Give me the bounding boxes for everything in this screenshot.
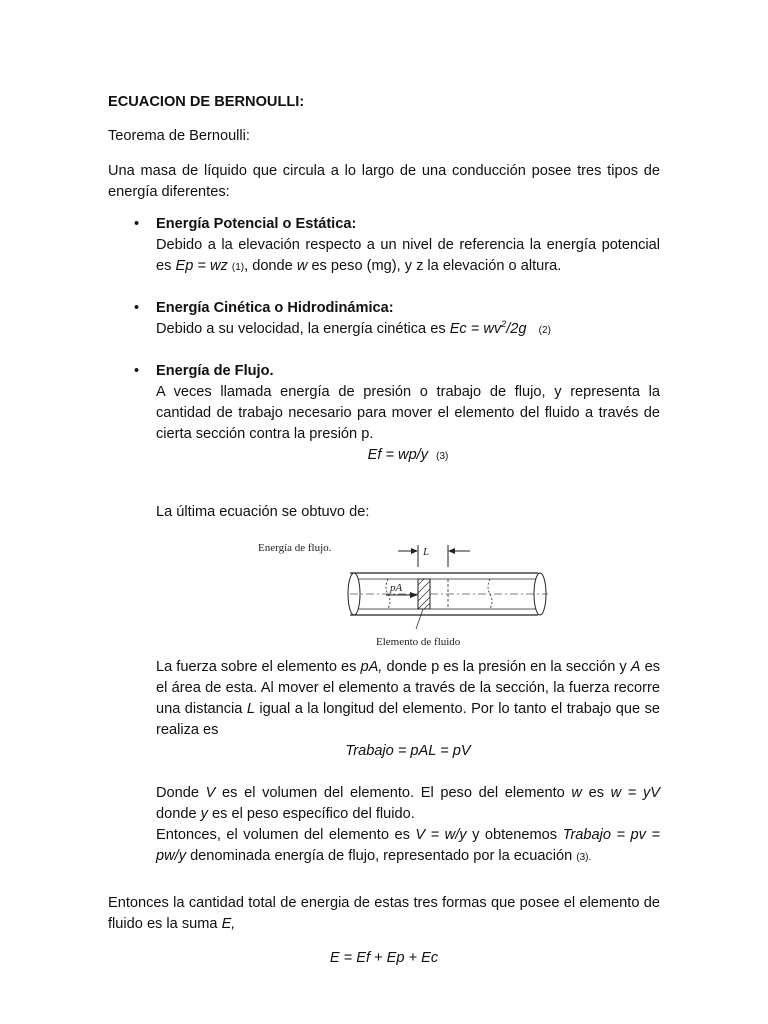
section-subtitle: Teorema de Bernoulli: <box>108 128 250 144</box>
flow-energy-figure <box>258 537 578 649</box>
force-arrowhead-icon <box>410 592 418 598</box>
bullet-dot-icon: • <box>134 363 140 379</box>
bullet-kinetic-energy <box>108 298 660 341</box>
arrowhead-icon <box>411 548 418 554</box>
bullet-body: A veces llamada energía de presión o trabajo de flujo, y representa la cantidad de trabajo necesario para mover el elemento del fluido a través de cierta sección contra la presión p. <box>156 384 660 442</box>
arrowhead-icon <box>448 548 455 554</box>
bullet-body: Debido a la elevación respecto a un nivel de referencia la energía potencial es Ep = wz (1), donde w es peso (mg), y z la elevación o altura. <box>156 237 660 274</box>
bullet-dot-icon: • <box>134 300 140 316</box>
formula-ef: Ef = wp/y (3) <box>367 447 449 463</box>
formula-trabajo: Trabajo = pAL = pV <box>345 743 471 759</box>
volume-paragraph: Donde V es el volumen del elemento. El peso del elemento w es w = yV donde y es el peso específico del fluido. <box>156 785 660 822</box>
pipe-diagram <box>258 537 578 649</box>
formula-total-energy: E = Ef + Ep + Ec <box>329 950 439 966</box>
bullet-flow-energy <box>108 361 660 467</box>
force-paragraph: La fuerza sobre el elemento es pA, donde p es la presión en la sección y A es el área de esta. Al mover el elemento a través de la sección, la fuerza recorre una distancia L igual a la longitud del elemento. Por lo tanto el trabajo que se realiza es <box>156 659 660 738</box>
figure-label-pA: pA <box>390 582 403 594</box>
bullet-potential-energy <box>108 214 660 278</box>
figure-label-bottom: Elemento de fluido <box>376 636 461 648</box>
figure-label-L: L <box>423 546 430 558</box>
bullet-body: Debido a su velocidad, la energía cinética es $Ec = wv^2/2g$ (2) <box>156 319 551 337</box>
derivation-intro: La última ecuación se obtuvo de: <box>156 504 370 520</box>
bullet-heading: Energía Potencial o Estática: <box>156 216 357 232</box>
flow-energy-paragraph: Entonces, el volumen del elemento es V = w/y y obtenemos Trabajo = pv = pw/y denominada energía de flujo, representado por la ecuación (3). <box>156 827 660 864</box>
label-leader-line <box>416 609 423 629</box>
bullet-dot-icon: • <box>134 216 140 232</box>
intro-paragraph: Una masa de líquido que circula a lo largo de una conducción posee tres tipos de energía diferentes: <box>108 163 660 200</box>
figure-label-top: Energía de flujo. <box>258 542 332 554</box>
document-title: ECUACION DE BERNOULLI: <box>108 94 305 110</box>
document-page <box>108 92 660 969</box>
bullet-heading: Energía Cinética o Hidrodinámica: <box>156 300 394 316</box>
total-energy-paragraph: Entonces la cantidad total de energia de estas tres formas que posee el elemento de fluido es la suma E, <box>108 895 660 932</box>
bullet-heading: Energía de Flujo. <box>156 363 274 379</box>
